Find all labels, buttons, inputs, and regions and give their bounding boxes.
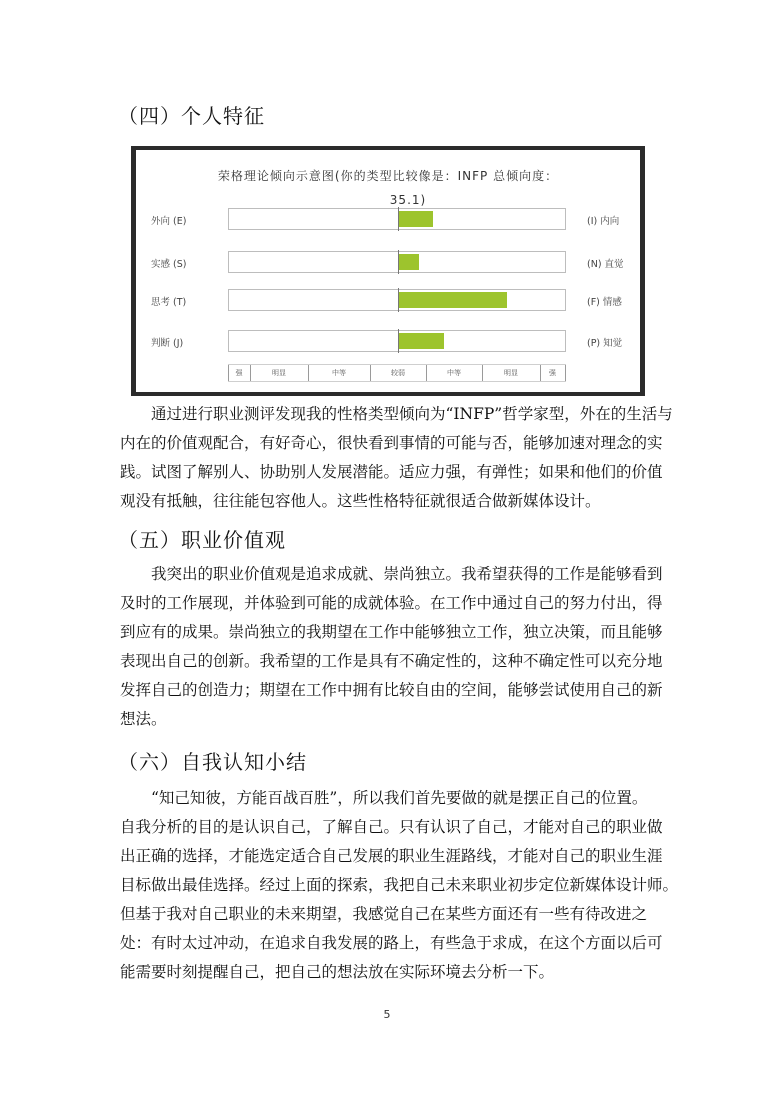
chart-canvas (136, 150, 640, 392)
chart-scale-tick (426, 365, 427, 381)
paragraph-line: 想法。 (120, 710, 167, 728)
paragraph-line: 通过进行职业测评发现我的性格类型倾向为“INFP”哲学家型，外在的生活与 (151, 405, 673, 423)
chart-scale-tick (540, 365, 541, 381)
chart-scale-label: 强 (235, 369, 243, 377)
chart-bar-track (228, 251, 566, 273)
section-heading-self-cognition-summary: （六）自我认知小结 (118, 750, 307, 774)
chart-scale (228, 364, 566, 382)
chart-title-line: 35.1) (389, 193, 427, 207)
paragraph-line: 自我分析的目的是认识自己，了解自己。只有认识了自己，才能对自己的职业做 (120, 818, 663, 836)
chart-scale-label: 较弱 (391, 369, 405, 377)
chart-row-right-label: (I) 内向 (587, 216, 620, 227)
chart-row-left-label: 实感 (S) (151, 259, 187, 270)
paragraph-line: 内在的价值观配合，有好奇心，很快看到事情的可能与否，能够加速对理念的实 (120, 434, 663, 452)
paragraph-line: 但基于我对自己职业的未来期望，我感觉自己在某些方面还有一些有待改进之 (120, 905, 648, 923)
jung-typology-chart (131, 146, 645, 396)
chart-bar (399, 254, 419, 270)
paragraph-self-cognition-summary (120, 784, 679, 987)
chart-row-right-label: (N) 直觉 (587, 259, 624, 270)
section-heading-career-values: （五）职业价值观 (118, 528, 286, 552)
paragraph-line: 我突出的职业价值观是追求成就、崇尚独立。我希望获得的工作是能够看到 (151, 565, 663, 583)
paragraph-line: 表现出自己的创新。我希望的工作是具有不确定性的，这种不确定性可以充分地 (120, 652, 663, 670)
chart-scale-label: 中等 (447, 369, 461, 377)
chart-scale-label: 强 (549, 369, 556, 377)
chart-scale-tick (228, 365, 229, 381)
paragraph-line: 观没有抵触，往往能包容他人。这些性格特征就很适合做新媒体设计。 (120, 492, 601, 510)
paragraph-line: 出正确的选择，才能选定适合自己发展的职业生涯路线，才能对自己的职业生涯 (120, 847, 663, 865)
chart-scale-tick (565, 365, 566, 381)
chart-title (136, 164, 640, 212)
page-number: 5 (383, 1008, 391, 1021)
paragraph-line: 践。试图了解别人、协助别人发展潜能。适应力强，有弹性；如果和他们的价值 (120, 463, 663, 481)
paragraph-line: 到应有的成果。崇尚独立的我期望在工作中能够独立工作，独立决策，而且能够 (120, 623, 663, 641)
chart-bar-track (228, 330, 566, 352)
paragraph-line: 目标做出最佳选择。经过上面的探索，我把自己未来职业初步定位新媒体设计师。 (120, 876, 679, 894)
chart-scale-label: 中等 (332, 369, 346, 377)
chart-row-left-label: 外向 (E) (151, 216, 187, 227)
paragraph-line: “知己知彼，方能百战百胜”，所以我们首先要做的就是摆正自己的位置。 (151, 789, 648, 807)
paragraph-line: 能需要时刻提醒自己，把自己的想法放在实际环境去分析一下。 (120, 963, 555, 981)
chart-row-left-label: 思考 (T) (151, 297, 187, 308)
chart-row-right-label: (F) 情感 (587, 297, 622, 308)
chart-scale-tick (482, 365, 483, 381)
chart-scale-label: 明显 (272, 369, 286, 377)
section-heading-personal-traits: （四）个人特征 (118, 104, 265, 128)
chart-row-right-label: (P) 知觉 (587, 338, 623, 349)
chart-scale-tick (308, 365, 309, 381)
chart-scale-tick (250, 365, 251, 381)
chart-bar-track (228, 208, 566, 230)
paragraph-career-values (120, 560, 663, 734)
paragraph-personal-traits (120, 400, 673, 516)
chart-bar (399, 333, 444, 349)
chart-title-line: 荣格理论倾向示意图(你的类型比较像是：INFP 总倾向度： (217, 169, 559, 183)
paragraph-line: 发挥自己的创造力；期望在工作中拥有比较自由的空间，能够尝试使用自己的新 (120, 681, 663, 699)
chart-scale-tick (370, 365, 371, 381)
paragraph-line: 处：有时太过冲动，在追求自我发展的路上，有些急于求成，在这个方面以后可 (120, 934, 663, 952)
chart-bar-track (228, 289, 566, 311)
chart-scale-label: 明显 (504, 369, 518, 377)
chart-bar (399, 211, 433, 227)
chart-row-left-label: 判断 (J) (151, 338, 184, 349)
chart-bar (399, 292, 507, 308)
paragraph-line: 及时的工作展现，并体验到可能的成就体验。在工作中通过自己的努力付出，得 (120, 594, 663, 612)
